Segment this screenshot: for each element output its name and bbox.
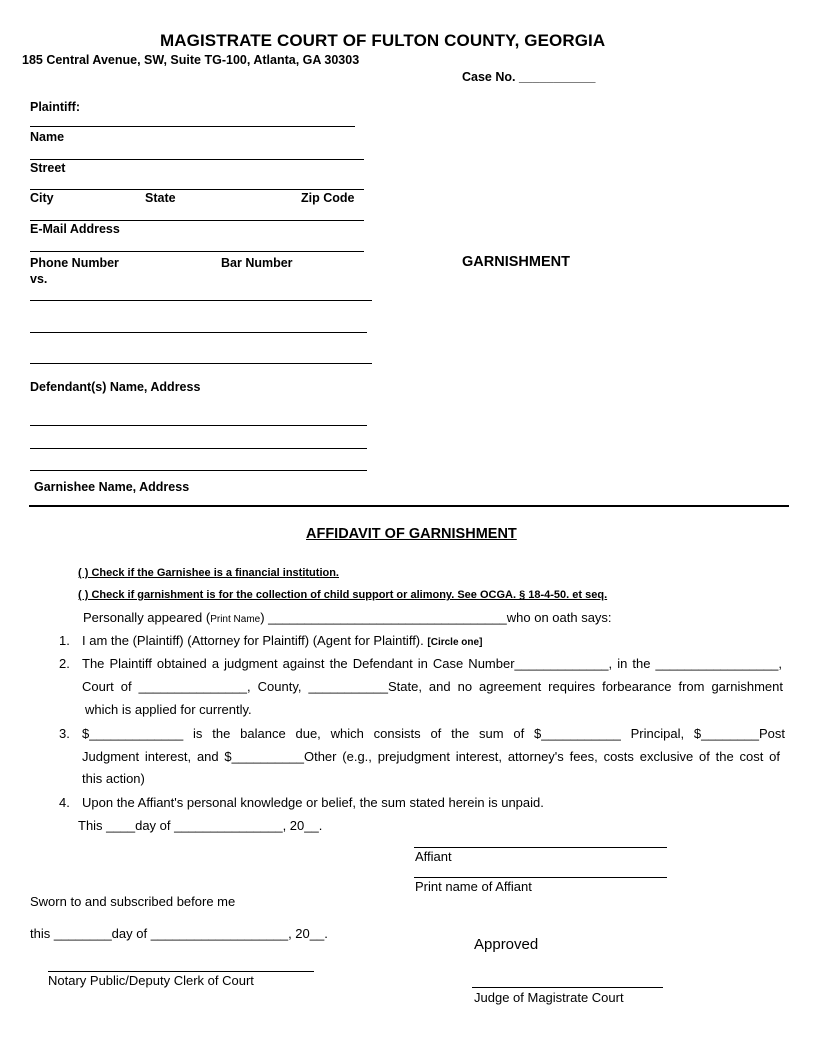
item-1-text (82, 633, 482, 648)
print-affiant-label: Print name of Affiant (415, 879, 532, 894)
item-1-number: 1. (59, 633, 70, 648)
item-2-line-2[interactable]: Court of _______________, County, ___________State, and no agreement requires forbearance from garnishment (82, 679, 783, 694)
item-4-number: 4. (59, 795, 70, 810)
plaintiff-name-label: Name (30, 130, 65, 144)
section-divider (29, 505, 789, 507)
affiant-print-line[interactable] (414, 877, 667, 878)
plaintiff-email-line[interactable] (30, 220, 364, 221)
garnishee-line-3[interactable] (30, 470, 367, 471)
check-child-support[interactable]: ( ) Check if garnishment is for the collection of child support or alimony. See OCGA. § 18-4-50. et seq. (78, 589, 608, 601)
plaintiff-state-label: State (145, 191, 176, 205)
item-3-number: 3. (59, 726, 70, 741)
notary-label: Notary Public/Deputy Clerk of Court (48, 973, 254, 988)
judge-signature-line[interactable] (472, 987, 663, 988)
item-3-line-2[interactable]: Judgment interest, and $__________Other (e.g., prejudgment interest, attorney's fees, costs exclusive of the cost of (82, 749, 780, 764)
plaintiff-phone-label: Phone Number (30, 256, 119, 270)
personally-appeared-line[interactable] (83, 610, 612, 625)
judge-label: Judge of Magistrate Court (474, 990, 624, 1005)
affiant-label: Affiant (415, 849, 452, 864)
document-type: GARNISHMENT (462, 254, 570, 270)
plaintiff-phone-line[interactable] (30, 251, 364, 252)
plaintiff-name-line[interactable] (30, 126, 355, 127)
plaintiff-email-label: E-Mail Address (30, 222, 120, 236)
affidavit-title: AFFIDAVIT OF GARNISHMENT (306, 526, 517, 542)
defendant-line-3[interactable] (30, 363, 372, 364)
item-4-text: Upon the Affiant's personal knowledge or belief, the sum stated herein is unpaid. (82, 795, 544, 810)
check-financial-institution[interactable]: ( ) Check if the Garnishee is a financial institution. (78, 567, 339, 579)
plaintiff-bar-label: Bar Number (221, 256, 293, 270)
notary-signature-line[interactable] (48, 971, 314, 972)
court-title: MAGISTRATE COURT OF FULTON COUNTY, GEORGIA (160, 31, 606, 50)
sworn-day-line[interactable]: this ________day of ___________________, 20__. (30, 926, 328, 941)
circle-one-note: [Circle one] (427, 637, 483, 648)
print-name-hint: Print Name (210, 614, 261, 625)
item-3-line-1[interactable]: $_____________ is the balance due, which consists of the sum of $___________ Principal, $________Post (82, 726, 785, 741)
plaintiff-street-label: Street (30, 161, 66, 175)
plaintiff-street-line[interactable] (30, 159, 364, 160)
case-number-field[interactable]: Case No. ___________ (462, 70, 596, 84)
item-3-line-3: this action) (82, 771, 145, 786)
garnishee-line-2[interactable] (30, 448, 367, 449)
appeared-post: ) _________________________________who on oath says: (260, 610, 612, 625)
affiant-signature-line[interactable] (414, 847, 667, 848)
item-2-line-1[interactable]: The Plaintiff obtained a judgment against the Defendant in Case Number_____________, in the _________________, (82, 656, 782, 671)
approved-label: Approved (474, 936, 539, 953)
court-address: 185 Central Avenue, SW, Suite TG-100, Atlanta, GA 30303 (22, 53, 360, 67)
garnishee-label: Garnishee Name, Address (34, 480, 190, 494)
item-2-number: 2. (59, 656, 70, 671)
vs-label: vs. (30, 272, 48, 286)
defendant-line-1[interactable] (30, 300, 372, 301)
defendant-line-2[interactable] (30, 332, 367, 333)
plaintiff-city-line[interactable] (30, 189, 364, 190)
garnishee-line-1[interactable] (30, 425, 367, 426)
plaintiff-zip-label: Zip Code (301, 191, 355, 205)
this-day-line[interactable]: This ____day of _______________, 20__. (78, 818, 323, 833)
sworn-text: Sworn to and subscribed before me (30, 894, 236, 909)
appeared-pre: Personally appeared ( (83, 610, 211, 625)
plaintiff-label: Plaintiff: (30, 100, 80, 114)
plaintiff-city-label: City (30, 191, 54, 205)
item-2-line-3: which is applied for currently. (85, 702, 252, 717)
defendant-label: Defendant(s) Name, Address (30, 380, 201, 394)
item-1-statement: I am the (Plaintiff) (Attorney for Plaintiff) (Agent for Plaintiff). (82, 633, 424, 648)
